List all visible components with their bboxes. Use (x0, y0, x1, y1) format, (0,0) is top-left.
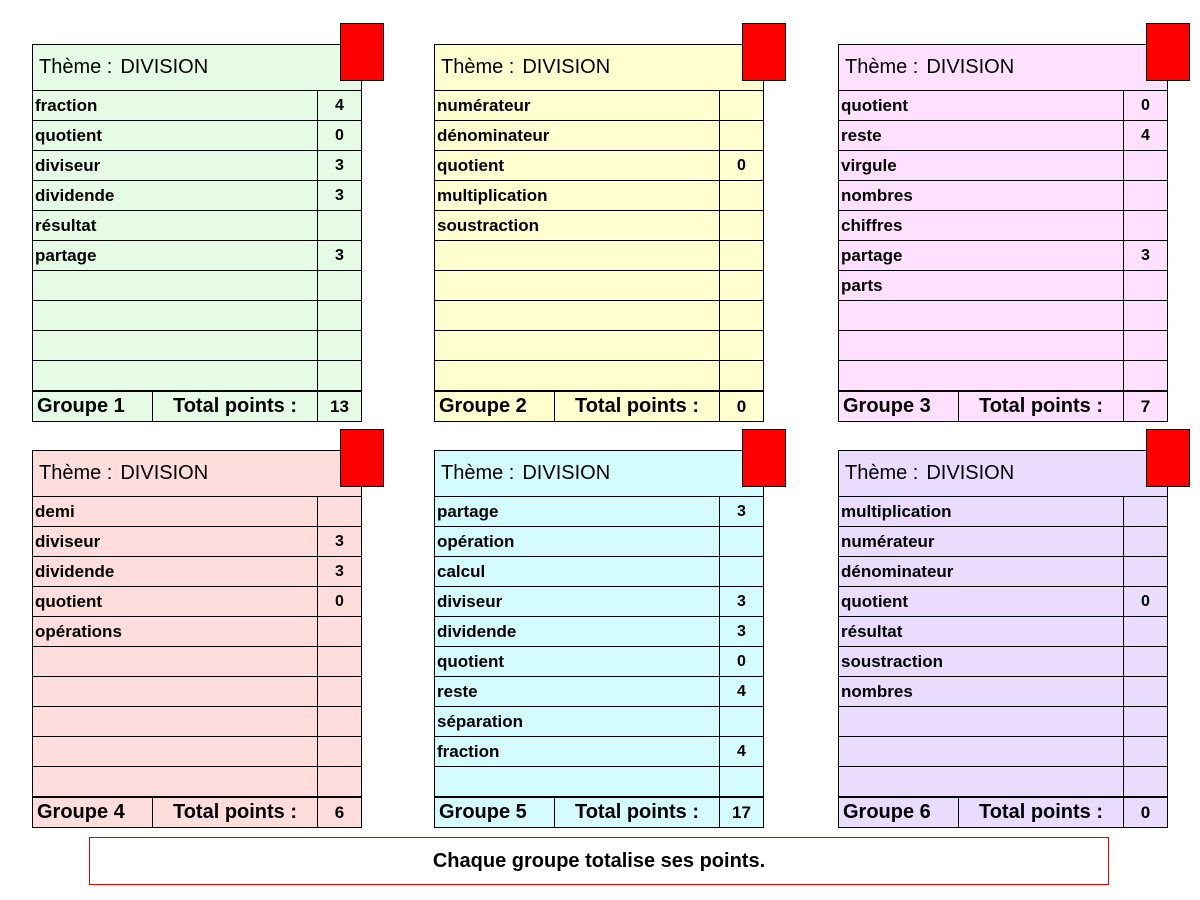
points-cell (317, 301, 361, 330)
word-row (839, 737, 1167, 767)
points-cell (719, 271, 763, 300)
word-cell: diviseur (437, 592, 503, 611)
word-cell: chiffres (841, 216, 903, 235)
points-cell (317, 767, 361, 796)
word-row (33, 677, 361, 707)
points-cell (719, 331, 763, 360)
word-cell: dénominateur (437, 126, 550, 145)
word-cell: résultat (841, 622, 903, 641)
word-row (839, 647, 1167, 677)
word-cell (33, 767, 317, 796)
points-cell (719, 211, 763, 240)
points-cell (1123, 331, 1167, 360)
points-cell: 3 (317, 527, 361, 556)
group-label: Groupe 3 (839, 392, 959, 421)
points-cell (719, 121, 763, 150)
points-cell (317, 707, 361, 736)
word-cell: nombres (841, 682, 913, 701)
word-row (435, 151, 763, 181)
word-row (839, 361, 1167, 391)
word-cell: reste (841, 126, 882, 145)
word-row (839, 587, 1167, 617)
theme-value: DIVISION (926, 462, 1015, 484)
word-cell: partage (841, 246, 903, 265)
points-cell: 3 (719, 617, 763, 646)
word-row (839, 527, 1167, 557)
points-cell: 3 (719, 497, 763, 526)
total-points-label: Total points : (978, 395, 1104, 417)
word-cell (33, 301, 317, 330)
red-marker (742, 23, 786, 81)
group-card-3 (838, 44, 1168, 422)
word-row (435, 301, 763, 331)
word-row (33, 331, 361, 361)
word-cell (839, 331, 1123, 360)
points-cell (317, 617, 361, 646)
word-cell (839, 361, 1123, 390)
points-cell (317, 211, 361, 240)
total-points-label: Total points : (172, 801, 298, 823)
word-row (435, 331, 763, 361)
points-cell: 0 (719, 647, 763, 676)
total-points-value: 0 (719, 392, 763, 421)
red-marker (742, 429, 786, 487)
word-row (839, 331, 1167, 361)
points-cell (317, 737, 361, 766)
word-row (435, 767, 763, 797)
points-cell (1123, 707, 1167, 736)
red-marker (340, 429, 384, 487)
points-cell (719, 527, 763, 556)
word-row (839, 271, 1167, 301)
word-row (33, 241, 361, 271)
points-cell (1123, 767, 1167, 796)
word-cell (33, 271, 317, 300)
word-row (839, 767, 1167, 797)
card-header (839, 45, 1167, 91)
word-row (839, 707, 1167, 737)
word-row (33, 497, 361, 527)
points-cell (317, 497, 361, 526)
points-cell (719, 707, 763, 736)
points-cell: 3 (1123, 241, 1167, 270)
total-points-label: Total points : (574, 801, 700, 823)
total-points-label: Total points : (574, 395, 700, 417)
card-header (33, 45, 361, 91)
word-row (33, 707, 361, 737)
total-points-value: 6 (317, 798, 361, 827)
word-row (33, 767, 361, 797)
word-row (435, 181, 763, 211)
word-row (33, 737, 361, 767)
points-cell: 3 (317, 181, 361, 210)
word-cell: diviseur (35, 532, 101, 551)
card-footer (435, 797, 763, 827)
theme-value: DIVISION (522, 56, 611, 78)
word-cell: numérateur (437, 96, 531, 115)
points-cell: 0 (719, 151, 763, 180)
word-cell: dividende (437, 622, 517, 641)
word-row (839, 557, 1167, 587)
card-header (839, 451, 1167, 497)
word-row (839, 181, 1167, 211)
points-cell (719, 301, 763, 330)
word-row (435, 497, 763, 527)
word-cell (435, 241, 719, 270)
points-cell (1123, 557, 1167, 586)
word-cell: parts (841, 276, 883, 295)
group-card-5 (434, 450, 764, 828)
total-points-label: Total points : (978, 801, 1104, 823)
group-card-2 (434, 44, 764, 422)
word-cell: quotient (841, 592, 909, 611)
theme-label: Thème : (845, 462, 919, 484)
word-cell (33, 677, 317, 706)
total-points-value: 7 (1123, 392, 1167, 421)
points-cell (1123, 211, 1167, 240)
word-row (839, 241, 1167, 271)
word-cell: quotient (437, 652, 505, 671)
points-cell (719, 557, 763, 586)
word-row (435, 241, 763, 271)
word-cell: fraction (35, 96, 98, 115)
group-label: Groupe 5 (435, 798, 555, 827)
word-cell: résultat (35, 216, 97, 235)
group-card-4 (32, 450, 362, 828)
word-cell (33, 331, 317, 360)
points-cell: 0 (317, 587, 361, 616)
card-footer (839, 797, 1167, 827)
theme-value: DIVISION (120, 462, 209, 484)
points-cell: 3 (317, 241, 361, 270)
word-cell: opérations (35, 622, 122, 641)
theme-value: DIVISION (926, 56, 1015, 78)
word-cell (839, 707, 1123, 736)
word-cell: calcul (437, 562, 486, 581)
word-cell (435, 271, 719, 300)
points-cell (1123, 737, 1167, 766)
word-row (435, 361, 763, 391)
points-cell (719, 181, 763, 210)
word-cell (435, 361, 719, 390)
word-row (435, 587, 763, 617)
word-row (435, 617, 763, 647)
word-cell (839, 767, 1123, 796)
word-row (33, 557, 361, 587)
total-points-value: 13 (317, 392, 361, 421)
word-row (839, 121, 1167, 151)
card-header (435, 451, 763, 497)
word-cell: reste (437, 682, 478, 701)
word-row (839, 677, 1167, 707)
word-row (33, 211, 361, 241)
word-cell: multiplication (437, 186, 548, 205)
points-cell (719, 361, 763, 390)
word-row (435, 121, 763, 151)
word-row (435, 677, 763, 707)
theme-label: Thème : (441, 56, 515, 78)
theme-value: DIVISION (120, 56, 209, 78)
points-cell (719, 91, 763, 120)
points-cell (1123, 361, 1167, 390)
points-cell: 0 (1123, 91, 1167, 120)
word-cell: quotient (35, 126, 103, 145)
word-cell: dividende (35, 562, 115, 581)
points-cell: 4 (1123, 121, 1167, 150)
word-cell: quotient (841, 96, 909, 115)
word-row (839, 211, 1167, 241)
card-footer (33, 797, 361, 827)
points-cell (1123, 271, 1167, 300)
word-cell: nombres (841, 186, 913, 205)
word-cell: numérateur (841, 532, 935, 551)
card-footer (839, 391, 1167, 421)
word-row (839, 91, 1167, 121)
word-row (33, 617, 361, 647)
word-cell: quotient (437, 156, 505, 175)
word-cell (435, 331, 719, 360)
points-cell (317, 677, 361, 706)
word-cell: opération (437, 532, 515, 551)
points-cell: 3 (317, 151, 361, 180)
word-row (839, 301, 1167, 331)
word-row (435, 211, 763, 241)
theme-value: DIVISION (522, 462, 611, 484)
total-points-label: Total points : (172, 395, 298, 417)
word-row (435, 557, 763, 587)
word-cell: séparation (437, 712, 523, 731)
points-cell: 4 (317, 91, 361, 120)
word-cell: virgule (841, 156, 897, 175)
points-cell (1123, 677, 1167, 706)
card-footer (33, 391, 361, 421)
word-cell: fraction (437, 742, 500, 761)
points-cell (1123, 647, 1167, 676)
word-cell: quotient (35, 592, 103, 611)
word-cell (839, 737, 1123, 766)
theme-label: Thème : (845, 56, 919, 78)
word-cell: partage (35, 246, 97, 265)
points-cell (1123, 301, 1167, 330)
word-cell (435, 301, 719, 330)
word-cell: multiplication (841, 502, 952, 521)
red-marker (1146, 429, 1190, 487)
group-card-1 (32, 44, 362, 422)
points-cell: 0 (1123, 587, 1167, 616)
word-row (33, 91, 361, 121)
points-cell (1123, 497, 1167, 526)
points-cell (1123, 181, 1167, 210)
word-cell: dividende (35, 186, 115, 205)
word-row (839, 497, 1167, 527)
word-cell (435, 767, 719, 796)
group-label: Groupe 4 (33, 798, 153, 827)
word-cell: diviseur (35, 156, 101, 175)
red-marker (1146, 23, 1190, 81)
points-cell (1123, 617, 1167, 646)
word-row (33, 301, 361, 331)
points-cell: 4 (719, 737, 763, 766)
theme-label: Thème : (39, 462, 113, 484)
word-row (33, 361, 361, 391)
group-label: Groupe 2 (435, 392, 555, 421)
word-row (435, 737, 763, 767)
points-cell (317, 271, 361, 300)
points-cell: 4 (719, 677, 763, 706)
word-row (839, 151, 1167, 181)
word-row (33, 647, 361, 677)
word-row (33, 527, 361, 557)
theme-label: Thème : (441, 462, 515, 484)
instruction-note: Chaque groupe totalise ses points. (89, 837, 1109, 885)
card-header (33, 451, 361, 497)
word-cell: demi (35, 502, 75, 521)
points-cell (317, 331, 361, 360)
word-cell: soustraction (437, 216, 540, 235)
group-label: Groupe 1 (33, 392, 153, 421)
card-header (435, 45, 763, 91)
word-cell: soustraction (841, 652, 944, 671)
word-row (435, 707, 763, 737)
points-cell: 3 (719, 587, 763, 616)
points-cell: 3 (317, 557, 361, 586)
group-label: Groupe 6 (839, 798, 959, 827)
word-cell (33, 361, 317, 390)
word-cell: dénominateur (841, 562, 954, 581)
word-row (435, 527, 763, 557)
points-cell (317, 361, 361, 390)
points-cell (1123, 151, 1167, 180)
points-cell: 0 (317, 121, 361, 150)
word-row (33, 121, 361, 151)
word-row (33, 587, 361, 617)
word-row (435, 647, 763, 677)
card-footer (435, 391, 763, 421)
points-cell (719, 241, 763, 270)
total-points-value: 17 (719, 798, 763, 827)
word-row (839, 617, 1167, 647)
word-cell (33, 737, 317, 766)
word-cell (839, 301, 1123, 330)
points-cell (317, 647, 361, 676)
group-card-6 (838, 450, 1168, 828)
word-cell: partage (437, 502, 499, 521)
word-row (435, 91, 763, 121)
word-row (33, 151, 361, 181)
word-row (33, 181, 361, 211)
word-row (33, 271, 361, 301)
word-cell (33, 647, 317, 676)
theme-label: Thème : (39, 56, 113, 78)
points-cell (719, 767, 763, 796)
total-points-value: 0 (1123, 798, 1167, 827)
red-marker (340, 23, 384, 81)
points-cell (1123, 527, 1167, 556)
word-cell (33, 707, 317, 736)
word-row (435, 271, 763, 301)
